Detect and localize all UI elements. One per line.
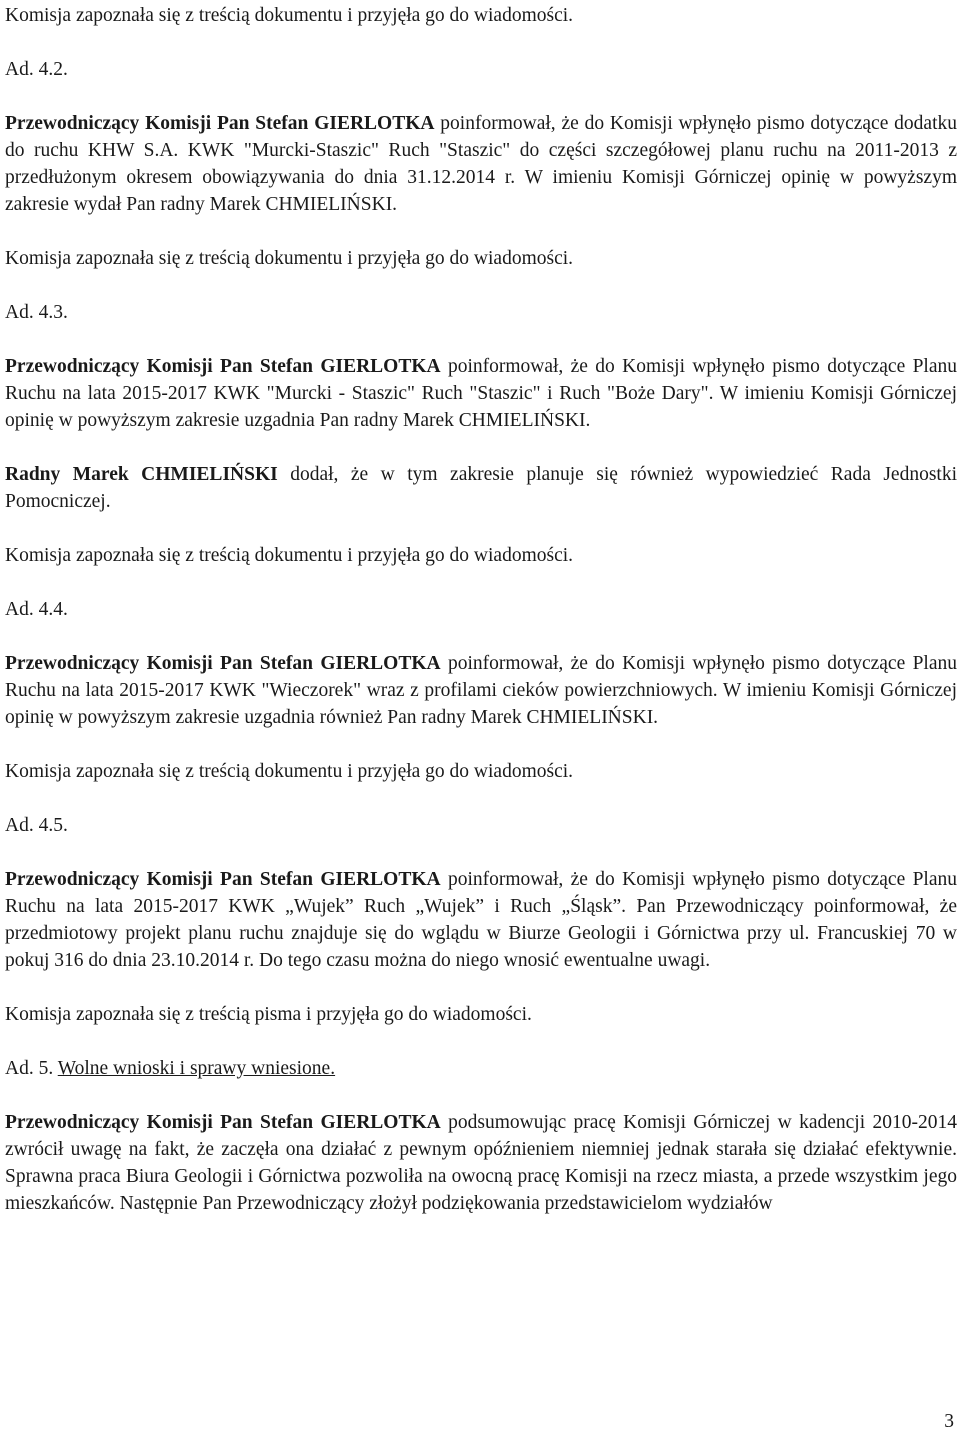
section-note-4-4: Komisja zapoznała się z treścią dokumentu i przyjęła go do wiadomości. [5, 761, 574, 782]
page-number: 3 [944, 1411, 954, 1432]
section-paragraph-4-2 [5, 110, 957, 218]
paragraph-text: poinformował, że do Komisji wpłynęło pismo dotyczące dodatku do ruchu KHW S.A. KWK "Murcki-Staszic" Ruch "Staszic" do części szczegółowej planu ruchu na 2011-2013 z przedłużonym okresem obowiązywania do dnia 31.12.2014 r. W imieniu Komisji Górniczej opinię w powyższym zakresie wydał Pan radny Marek CHMIELIŃSKI. [5, 113, 957, 215]
section-heading-5 [5, 1055, 957, 1082]
section-note-4-3: Komisja zapoznała się z treścią dokumentu i przyjęła go do wiadomości. [5, 545, 574, 566]
speaker-name: Przewodniczący Komisji Pan Stefan GIERLOTKA [5, 113, 435, 134]
speaker-name: Przewodniczący Komisji Pan Stefan GIERLOTKA [5, 653, 441, 674]
section-heading-4-4: Ad. 4.4. [5, 599, 68, 620]
speaker-name: Przewodniczący Komisji Pan Stefan GIERLOTKA [5, 869, 441, 890]
paragraph-text: podsumowując pracę Komisji Górniczej w kadencji 2010-2014 zwrócił uwagę na fakt, że zaczęła ona działać z pewnym opóźnieniem niemniej jednak starała się działać efektywnie. Sprawna praca Biura Geologii i Górnictwa pozwoliła na owocną pracę Komisji na rzecz miasta, a przede wszystkim jego mieszkańców. Następnie Pan Przewodniczący złożył podziękowania przedstawicielom wydziałów [5, 1112, 957, 1214]
section-note-4-2: Komisja zapoznała się z treścią dokumentu i przyjęła go do wiadomości. [5, 248, 574, 269]
section-paragraph-4-3 [5, 353, 957, 434]
heading-title: Wolne wnioski i sprawy wniesione. [57, 1058, 336, 1079]
section-paragraph-4-3-extra [5, 461, 957, 515]
document-page [5, 0, 957, 1217]
top-note: Komisja zapoznała się z treścią dokumentu i przyjęła go do wiadomości. [5, 5, 574, 26]
speaker-name: Radny Marek CHMIELIŃSKI [5, 464, 278, 485]
heading-prefix: Ad. 5. [5, 1058, 58, 1079]
section-paragraph-5 [5, 1109, 957, 1217]
paragraph-text: dodał, że w tym zakresie planuje się również wypowiedzieć Rada Jednostki Pomocniczej. [5, 464, 957, 512]
speaker-name: Przewodniczący Komisji Pan Stefan GIERLOTKA [5, 1112, 441, 1133]
paragraph-text: poinformował, że do Komisji wpłynęło pismo dotyczące Planu Ruchu na lata 2015-2017 KWK „Wujek” Ruch „Wujek” i Ruch „Śląsk”. Pan Przewodniczący poinformował, że przedmiotowy projekt planu ruchu znajduje się do wglądu w Biurze Geologii i Górnictwa przy ul. Francuskiej 70 w pokuj 316 do dnia 23.10.2014 r. Do tego czasu można do niego wnosić ewentualne uwagi. [5, 869, 957, 971]
section-heading-4-5: Ad. 4.5. [5, 815, 68, 836]
section-heading-4-2: Ad. 4.2. [5, 59, 68, 80]
section-paragraph-4-4 [5, 650, 957, 731]
section-note-4-5: Komisja zapoznała się z treścią pisma i przyjęła go do wiadomości. [5, 1004, 532, 1025]
paragraph-text: poinformował, że do Komisji wpłynęło pismo dotyczące Planu Ruchu na lata 2015-2017 KWK "Murcki - Staszic" Ruch "Staszic" i Ruch "Boże Dary". W imieniu Komisji Górniczej opinię w powyższym zakresie uzgadnia Pan radny Marek CHMIELIŃSKI. [5, 356, 957, 431]
paragraph-text: poinformował, że do Komisji wpłynęło pismo dotyczące Planu Ruchu na lata 2015-2017 KWK "Wieczorek" wraz z profilami cieków powierzchniowych. W imieniu Komisji Górniczej opinię w powyższym zakresie uzgadnia również Pan radny Marek CHMIELIŃSKI. [5, 653, 957, 728]
speaker-name: Przewodniczący Komisji Pan Stefan GIERLOTKA [5, 356, 441, 377]
section-paragraph-4-5 [5, 866, 957, 974]
section-heading-4-3: Ad. 4.3. [5, 302, 68, 323]
